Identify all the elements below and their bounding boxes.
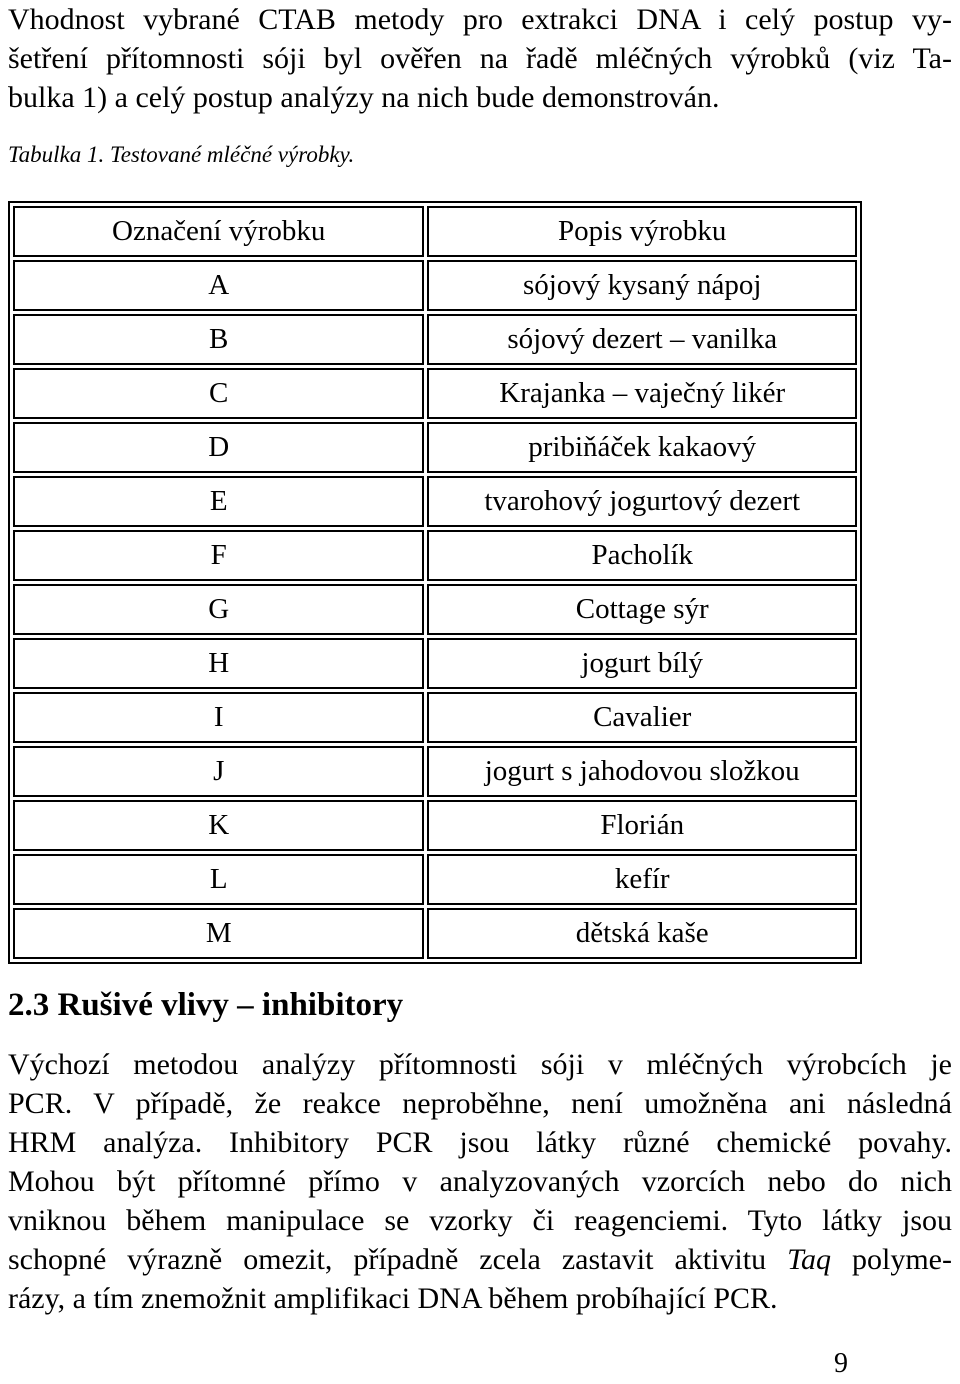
product-code-cell: G — [13, 584, 424, 635]
product-code-cell: I — [13, 692, 424, 743]
intro-line: Vhodnost vybrané CTAB metody pro extrakci DNA i celý postup vy- — [8, 3, 952, 36]
intro-paragraph — [8, 0, 952, 117]
product-code-cell: A — [13, 260, 424, 311]
table-row — [13, 260, 857, 311]
product-description-cell: jogurt s jahodovou složkou — [427, 746, 857, 797]
table-row — [13, 530, 857, 581]
product-description-cell: sójový kysaný nápoj — [427, 260, 857, 311]
product-code-cell: C — [13, 368, 424, 419]
intro-line: bulka 1) a celý postup analýzy na nich bude demonstrován. — [8, 81, 720, 114]
table-row — [13, 584, 857, 635]
body-line: Výchozí metodou analýzy přítomnosti sóji v mléčných výrobcích je — [8, 1048, 952, 1081]
table-row — [13, 800, 857, 851]
table-row — [13, 746, 857, 797]
body-line: rázy, a tím znemožnit amplifikaci DNA během probíhající PCR. — [8, 1282, 778, 1315]
product-description-cell: kefír — [427, 854, 857, 905]
table-caption: Tabulka 1. Testované mléčné výrobky. — [8, 142, 355, 167]
product-description-cell: pribiňáček kakaový — [427, 422, 857, 473]
body-line: Mohou být přítomné přímo v analyzovaných vzorcích nebo do nich — [8, 1165, 952, 1198]
column-header-description: Popis výrobku — [427, 206, 857, 257]
product-code-cell: D — [13, 422, 424, 473]
column-header-code: Označení výrobku — [13, 206, 424, 257]
table-body — [13, 260, 857, 959]
product-description-cell: Cavalier — [427, 692, 857, 743]
table-header-row — [13, 206, 857, 257]
table-row — [13, 476, 857, 527]
body-line: PCR. V případě, že reakce neproběhne, není umožněna ani následná — [8, 1087, 952, 1120]
taq-italic: Taq — [787, 1243, 832, 1276]
body-paragraph — [8, 1045, 952, 1318]
product-description-cell: jogurt bílý — [427, 638, 857, 689]
product-description-cell: Cottage sýr — [427, 584, 857, 635]
product-description-cell: Pacholík — [427, 530, 857, 581]
table-row — [13, 638, 857, 689]
product-description-cell: dětská kaše — [427, 908, 857, 959]
product-description-cell: sójový dezert – vanilka — [427, 314, 857, 365]
product-code-cell: J — [13, 746, 424, 797]
table-row — [13, 368, 857, 419]
table-row — [13, 854, 857, 905]
product-description-cell: tvarohový jogurtový dezert — [427, 476, 857, 527]
page-number: 9 — [834, 1348, 848, 1379]
product-description-cell: Krajanka – vaječný likér — [427, 368, 857, 419]
body-line: schopné výrazně omezit, případně zcela zastavit aktivitu Taq polyme- — [8, 1243, 952, 1276]
body-line: vniknou během manipulace se vzorky či reagenciemi. Tyto látky jsou — [8, 1204, 952, 1237]
product-code-cell: B — [13, 314, 424, 365]
table-row — [13, 422, 857, 473]
table-row — [13, 908, 857, 959]
product-code-cell: E — [13, 476, 424, 527]
table-row — [13, 314, 857, 365]
product-code-cell: F — [13, 530, 424, 581]
product-code-cell: H — [13, 638, 424, 689]
product-description-cell: Florián — [427, 800, 857, 851]
products-table — [8, 201, 862, 964]
product-code-cell: K — [13, 800, 424, 851]
product-code-cell: L — [13, 854, 424, 905]
table-row — [13, 692, 857, 743]
body-line: HRM analýza. Inhibitory PCR jsou látky různé chemické povahy. — [8, 1126, 952, 1159]
intro-line: šetření přítomnosti sóji byl ověřen na řadě mléčných výrobků (viz Ta- — [8, 42, 952, 75]
section-heading: 2.3 Rušivé vlivy – inhibitory — [8, 987, 404, 1023]
product-code-cell: M — [13, 908, 424, 959]
